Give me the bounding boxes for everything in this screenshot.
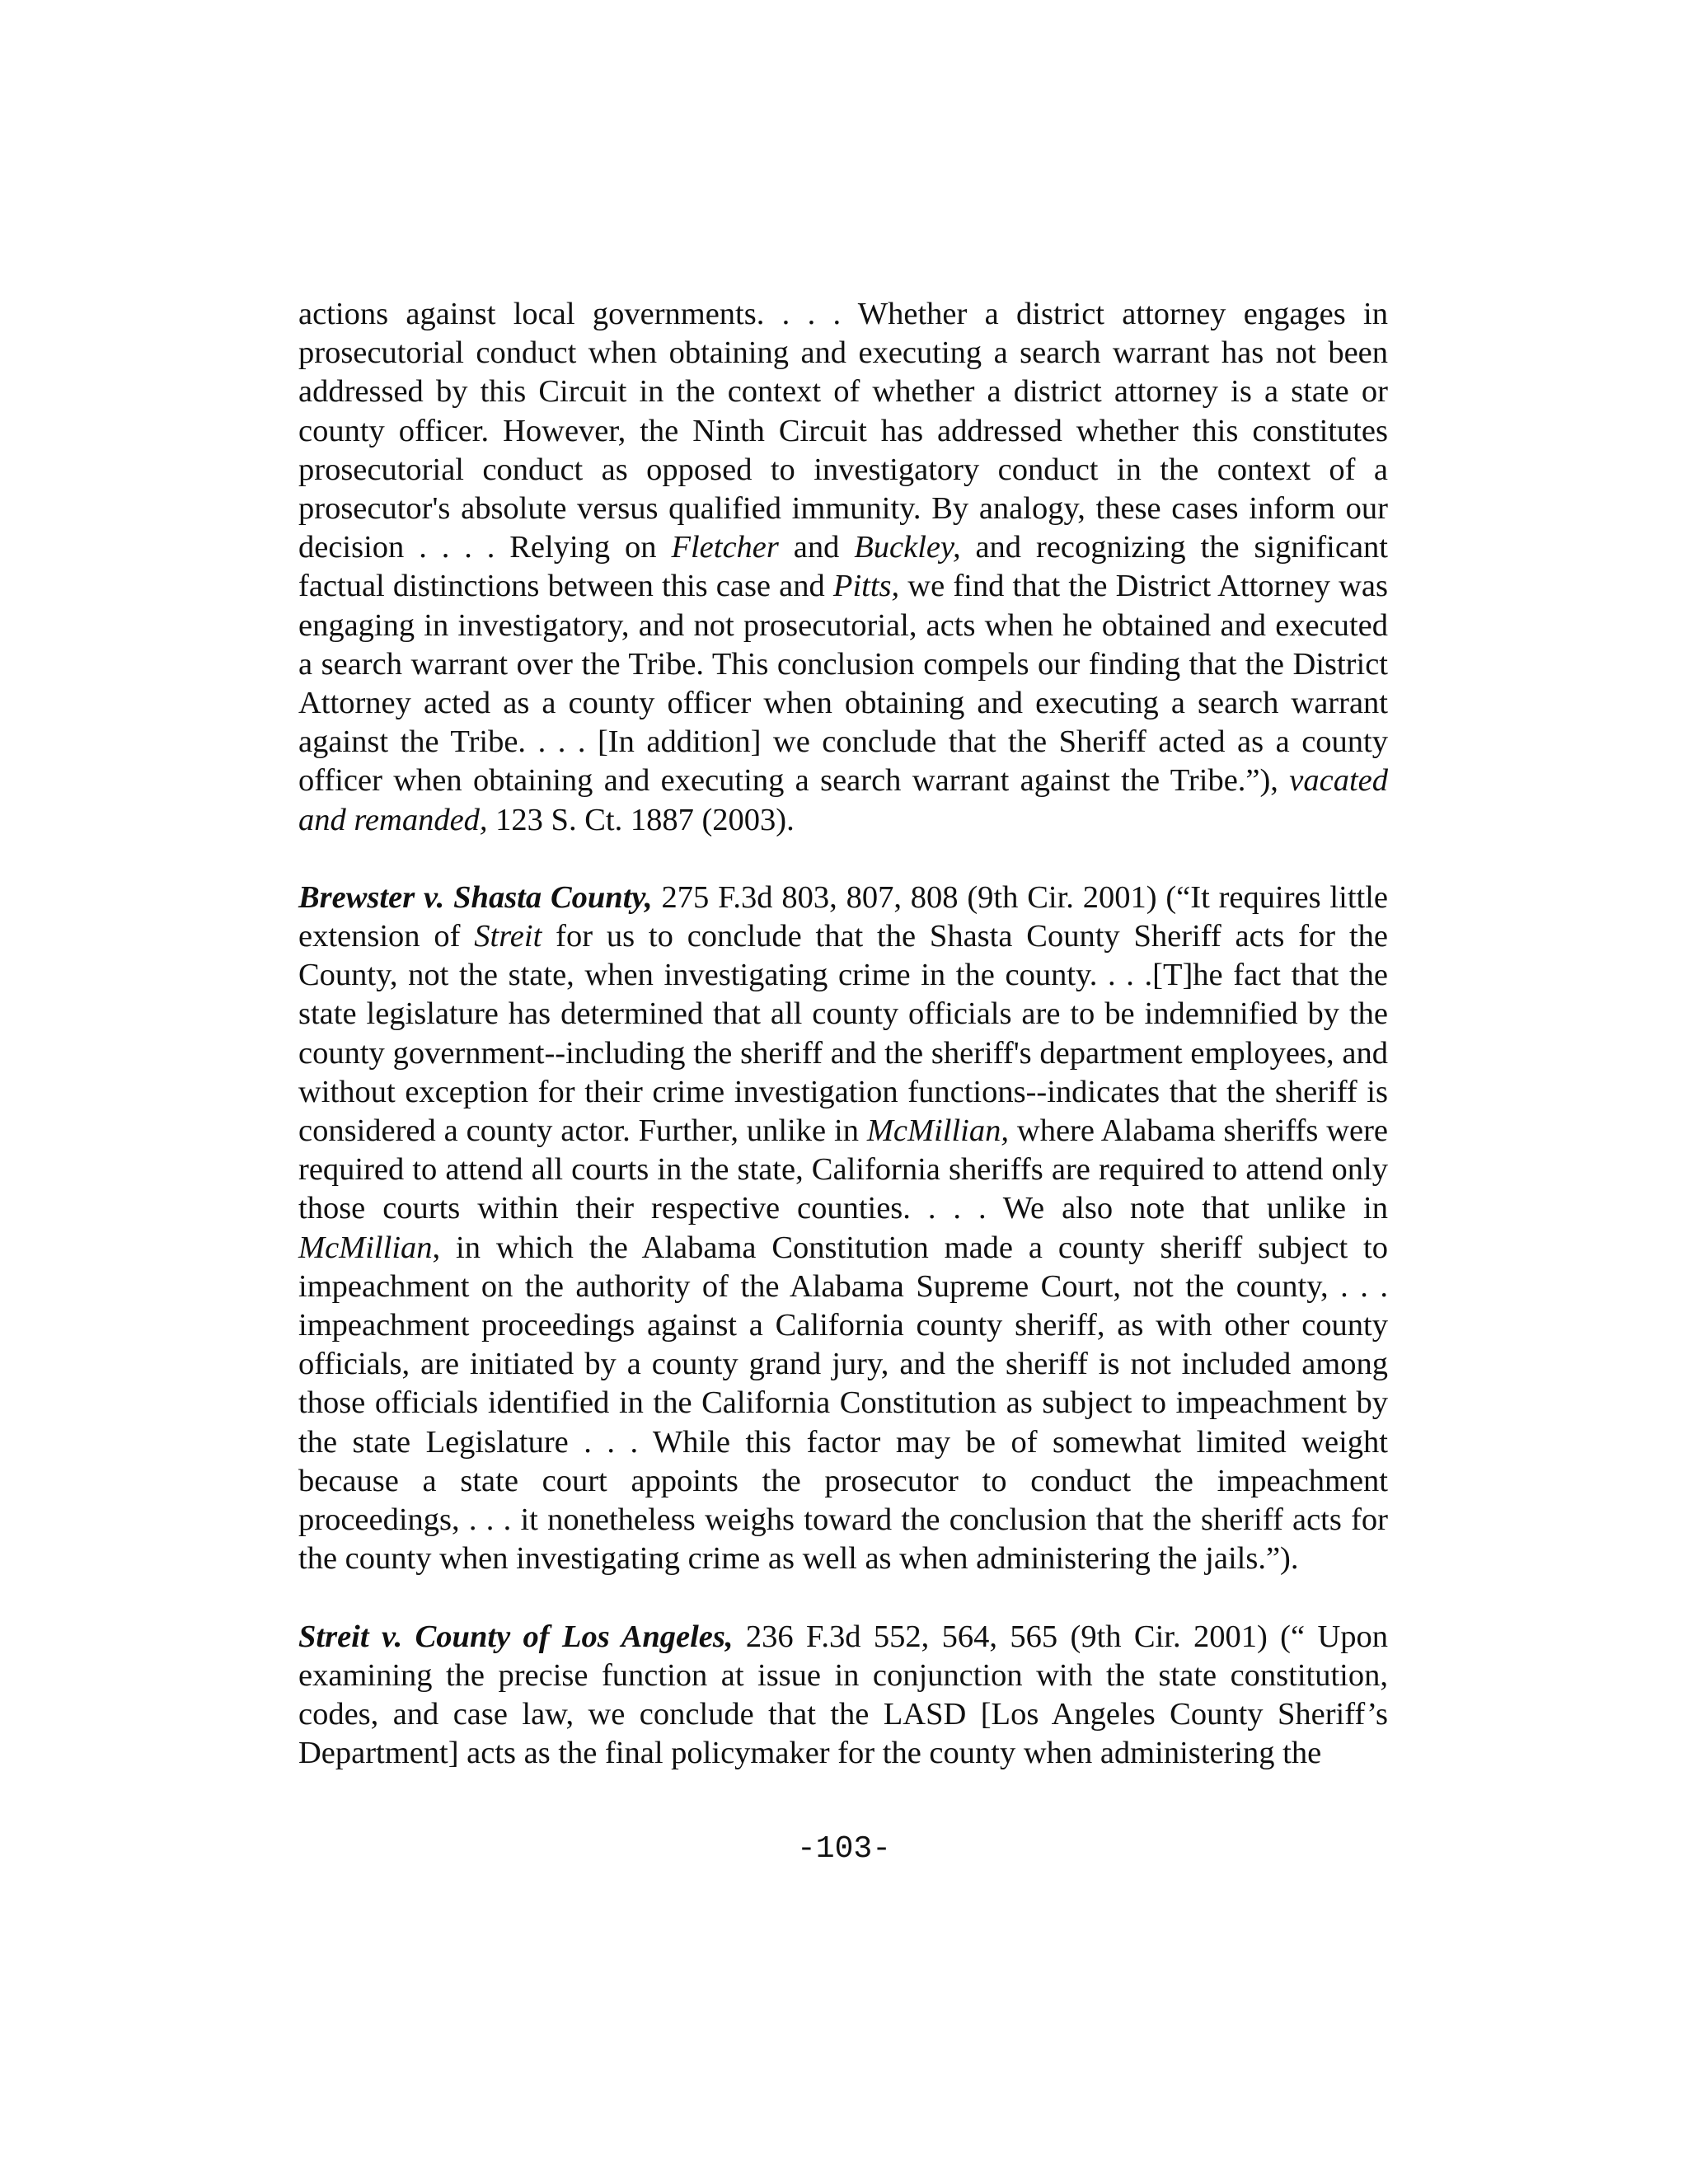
text-segment: and xyxy=(778,530,855,565)
text-segment: where Alabama sheriffs were required to attend all courts in the state, California sheriffs are required to attend only those courts within their respective counties. . . . We also note that unlike in xyxy=(298,1113,1388,1226)
text-segment: 275 F.3d 803, 807, 808 (9th Cir. 2001) (“It requires little extension of xyxy=(298,879,1389,954)
case-reference-mcmillian: McMillian xyxy=(298,1230,433,1265)
case-reference-pitts: Pitts, xyxy=(832,569,900,604)
text-segment: 236 F.3d 552, 564, 565 (9th Cir. 2001) (“ Upon examining the precise function at issue in conjunction with the state constitution, codes, and case law, we conclude that the LASD [Los Angeles County Sheriff’s Department] acts as the final policymaker for the county when administering the xyxy=(298,1619,1389,1771)
text-segment: for us to conclude that the Shasta County Sheriff acts for the County, not the state, when investigating crime in the county. . . .[T]he fact that the state legislature has determined that all county officials are to be indemnified by the county government--including the sheriff and the sheriff's department employees, and without exception for their crime investigation functions--indicates that the sheriff is considered a county actor. Further, unlike in xyxy=(298,919,1388,1149)
case-reference-fletcher: Fletcher xyxy=(671,530,779,565)
case-reference-streit: Streit xyxy=(474,919,542,954)
text-segment: we find that the District Attorney was engaging in investigatory, and not prosecutorial, acts when he obtained and executed a search warrant over the Tribe. This conclusion compels our finding that the District Attorney acted as a county officer when obtaining and executing a search warrant against the Tribe. . . . [In addition] we conclude that the Sheriff acted as a county officer when obtaining and executing a search warrant against the Tribe.”), xyxy=(298,569,1388,799)
text-segment: actions against local governments. . . . Whether a district attorney engages in prosecutorial conduct when obtaining and executing a search warrant has not been addressed by this Circuit in the context of whether a district attorney is a state or county officer. However, the Ninth Circuit has addressed whether this constitutes prosecutorial conduct as opposed to investigatory conduct in the context of a prosecutor's absolute versus qualified immunity. By analogy, these cases inform our decision . . . . Relying on xyxy=(298,297,1388,565)
paragraph-streit-citation xyxy=(298,1618,1388,1774)
text-segment: and recognizing the significant factual distinctions between this case and xyxy=(298,530,1389,604)
procedural-history: vacated and remanded, xyxy=(298,763,1388,837)
text-segment: , in which the Alabama Constitution made a county sheriff subject to impeachment on the authority of the Alabama Supreme Court, not the county, . . . impeachment proceedings against a California county sheriff, as with other county officials, are initiated by a county grand jury, and the sheriff is not included among those officials identified in the California Constitution as subject to impeachment by the state Legislature . . . While this factor may be of somewhat limited weight because a state court appoints the prosecutor to conduct the impeachment proceedings, . . . it nonetheless weighs toward the conclusion that the sheriff acts for the county when investigating crime as well as when administering the jails.”). xyxy=(298,1230,1388,1577)
text-segment: 123 S. Ct. 1887 (2003). xyxy=(487,802,795,837)
paragraph-citation-continuation xyxy=(298,295,1388,840)
case-name-brewster: Brewster v. Shasta County, xyxy=(298,879,653,915)
body-text xyxy=(298,295,1388,1773)
case-reference-buckley: Buckley, xyxy=(854,530,961,565)
page-number: -103- xyxy=(796,1831,892,1867)
paragraph-brewster-citation xyxy=(298,879,1388,1579)
case-name-streit: Streit v. County of Los Angeles, xyxy=(298,1619,734,1654)
case-reference-mcmillian: McMillian, xyxy=(866,1113,1010,1149)
